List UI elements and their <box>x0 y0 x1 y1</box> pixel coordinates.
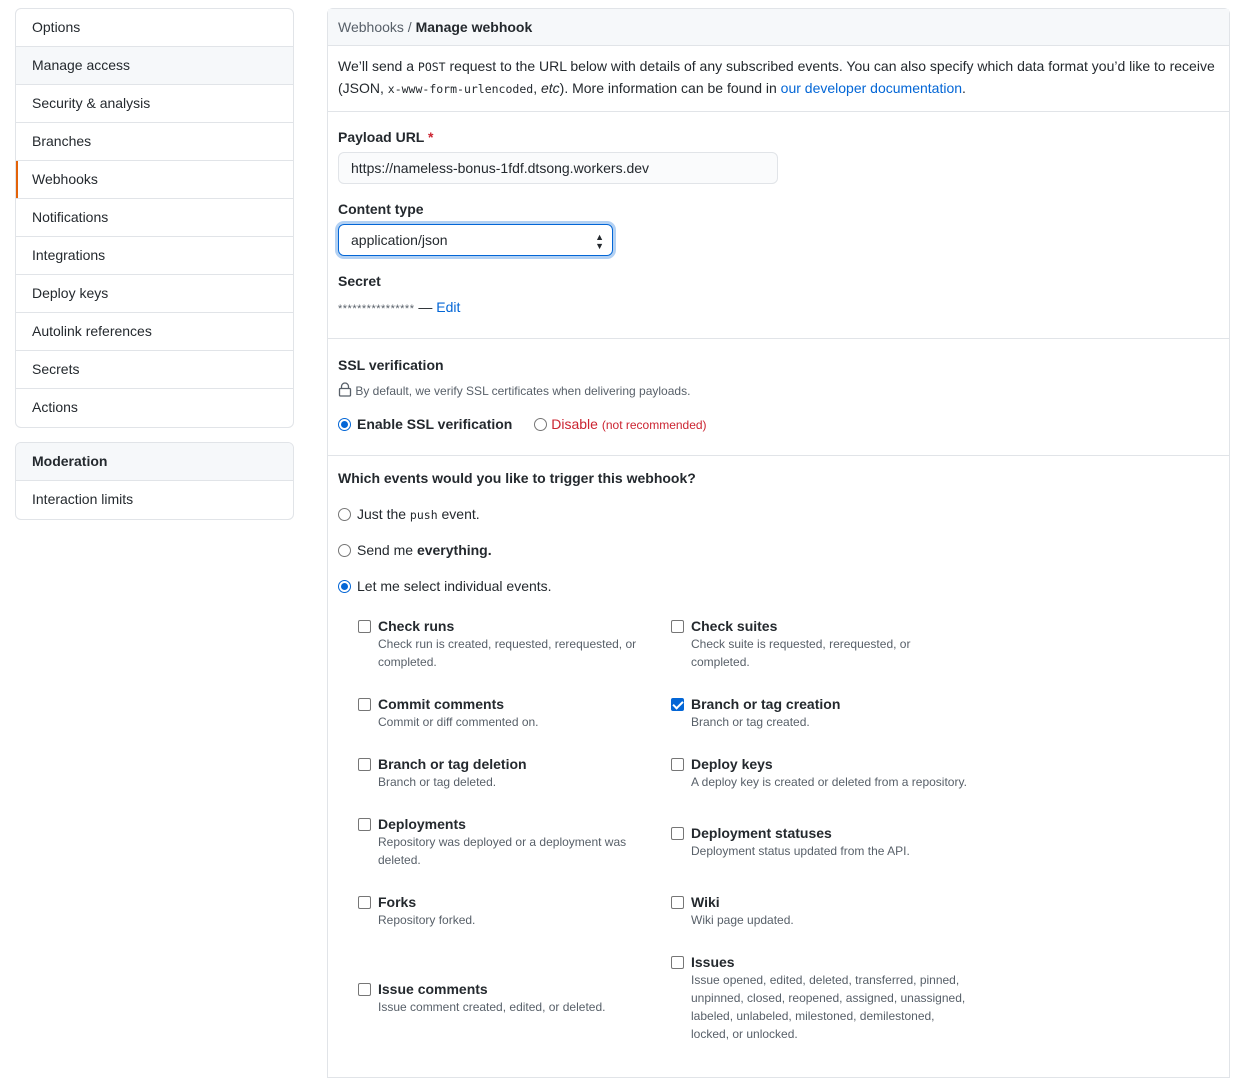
content-type-label: Content type <box>338 201 424 217</box>
breadcrumb-separator: / <box>403 19 416 35</box>
sidebar-item-actions[interactable]: Actions <box>32 399 78 415</box>
checkbox[interactable] <box>671 620 684 633</box>
push-code: push <box>409 508 438 522</box>
event-title: Issue comments <box>378 981 488 997</box>
radio-icon <box>338 508 351 521</box>
checkbox[interactable] <box>358 818 371 831</box>
manage-webhook-panel <box>327 8 1230 1078</box>
event-title: Check suites <box>691 618 778 634</box>
content-type-select[interactable] <box>338 224 613 256</box>
page-title: Manage webhook <box>415 19 533 35</box>
event-description: Repository was deployed or a deployment was deleted. <box>378 835 627 867</box>
events-grid <box>358 617 971 1043</box>
developer-docs-link[interactable]: our developer documentation <box>780 80 963 96</box>
event-option[interactable] <box>671 617 971 671</box>
intro-text-2: request to the URL below with details of any subscribed events. You can also specify which data format you’d like to receive (JSON, <box>338 58 1215 96</box>
moderation-sidebar <box>15 442 294 520</box>
event-option[interactable] <box>671 695 971 731</box>
sidebar-item-deploy-keys[interactable]: Deploy keys <box>16 275 293 313</box>
intro-text-1: We’ll send a <box>338 58 418 74</box>
event-description: Commit or diff commented on. <box>378 715 539 729</box>
sidebar-item-autolink-references[interactable]: Autolink references <box>16 313 293 351</box>
payload-url-input[interactable]: https://nameless-bonus-1fdf.dtsong.workers.dev <box>338 152 778 184</box>
event-description: Branch or tag deleted. <box>378 775 497 789</box>
event-description: Wiki page updated. <box>691 913 794 927</box>
event-title: Branch or tag deletion <box>378 756 527 772</box>
intro-text-3: , <box>533 80 541 96</box>
enable-ssl-radio[interactable] <box>338 416 512 432</box>
event-description: Issue comment created, edited, or deleted. <box>378 1000 606 1014</box>
sidebar-item-branches[interactable]: Branches <box>16 123 293 161</box>
event-option[interactable] <box>358 893 671 929</box>
sidebar-item-security-analysis[interactable]: Security & analysis <box>16 85 293 123</box>
checkbox[interactable] <box>671 698 684 711</box>
breadcrumb-webhooks-link[interactable]: Webhooks <box>338 19 404 35</box>
payload-url-label <box>338 129 1219 145</box>
event-title: Forks <box>378 894 417 910</box>
events-everything-radio[interactable] <box>338 542 492 558</box>
checkbox[interactable] <box>671 896 684 909</box>
required-marker: * <box>428 129 434 145</box>
intro-text <box>328 46 1229 112</box>
radio-icon <box>534 418 547 431</box>
checkbox[interactable] <box>358 896 371 909</box>
form-code: x-www-form-urlencoded <box>387 82 534 96</box>
settings-sidebar <box>15 8 294 428</box>
event-title: Deployments <box>378 816 466 832</box>
checkbox[interactable] <box>671 827 684 840</box>
checkbox[interactable] <box>671 956 684 969</box>
radio-icon <box>338 418 351 431</box>
disable-ssl-label: Disable <box>551 416 598 432</box>
content-type-value: application/json <box>351 232 448 248</box>
intro-etc: etc <box>540 80 560 96</box>
event-option[interactable] <box>358 755 671 791</box>
post-code: POST <box>417 60 446 74</box>
intro-text-5: . <box>962 80 966 96</box>
event-description: Repository forked. <box>378 913 476 927</box>
event-option[interactable] <box>358 980 671 1016</box>
opt1-text: Just the <box>357 506 410 522</box>
event-title: Issues <box>691 954 735 970</box>
payload-url-label-text: Payload URL <box>338 129 425 145</box>
event-description: Branch or tag created. <box>691 715 810 729</box>
secret-row <box>338 299 1219 315</box>
select-arrows-icon: ▲ ▼ <box>595 232 604 251</box>
ssl-options <box>338 416 1219 432</box>
event-description: Deployment status updated from the API. <box>691 844 910 858</box>
events-question: Which events would you like to trigger this webhook? <box>338 470 696 486</box>
events-push-only-radio[interactable] <box>338 506 480 522</box>
sidebar-item-integrations[interactable]: Integrations <box>16 237 293 275</box>
event-title: Check runs <box>378 618 455 634</box>
event-option[interactable] <box>671 953 971 1043</box>
sidebar-item-interaction-limits[interactable]: Interaction limits <box>32 491 134 507</box>
breadcrumb <box>328 9 1229 46</box>
ssl-note <box>338 382 1219 398</box>
event-title: Branch or tag creation <box>691 696 841 712</box>
config-section <box>328 112 1229 339</box>
event-option[interactable] <box>671 755 971 791</box>
sidebar-item-secrets[interactable]: Secrets <box>16 351 293 389</box>
event-description: Issue opened, edited, deleted, transferred, pinned, unpinned, closed, reopened, assigned, unassigned, labeled, unlabeled, milestoned, demilestoned, locked, or unlocked. <box>691 973 966 1041</box>
event-title: Wiki <box>691 894 720 910</box>
checkbox[interactable] <box>358 620 371 633</box>
radio-icon <box>338 544 351 557</box>
event-option[interactable] <box>671 893 971 929</box>
checkbox[interactable] <box>358 758 371 771</box>
event-title: Deployment statuses <box>691 825 832 841</box>
sidebar-item-options[interactable]: Options <box>16 9 293 47</box>
enable-ssl-label: Enable SSL verification <box>357 416 513 432</box>
sidebar-item-notifications[interactable]: Notifications <box>16 199 293 237</box>
moderation-heading: Moderation <box>16 443 293 481</box>
ssl-note-text: By default, we verify SSL certificates when delivering payloads. <box>355 384 691 398</box>
event-option[interactable] <box>358 815 671 869</box>
radio-icon <box>338 580 351 593</box>
opt2-bold: everything. <box>416 542 492 558</box>
opt3-text: Let me select individual events. <box>357 578 552 594</box>
disable-ssl-note: (not recommended) <box>601 418 707 432</box>
sidebar-item-manage-access[interactable]: Manage access <box>16 47 293 85</box>
ssl-label: SSL verification <box>338 357 444 373</box>
opt1-text-end: event. <box>437 506 480 522</box>
events-individual-radio[interactable] <box>338 578 552 594</box>
event-option[interactable] <box>358 617 671 671</box>
event-option[interactable] <box>671 824 971 860</box>
checkbox[interactable] <box>671 758 684 771</box>
event-description: Check run is created, requested, rerequested, or completed. <box>378 637 637 669</box>
lock-icon <box>338 382 352 397</box>
disable-ssl-radio[interactable] <box>534 416 706 432</box>
event-description: A deploy key is created or deleted from a repository. <box>691 775 967 789</box>
secret-dash: — <box>414 299 437 315</box>
edit-secret-link[interactable]: Edit <box>436 299 461 315</box>
sidebar-item-webhooks[interactable]: Webhooks <box>16 161 293 199</box>
opt2-text: Send me <box>357 542 417 558</box>
intro-text-4: ). More information can be found in <box>559 80 781 96</box>
ssl-section <box>328 339 1229 456</box>
secret-label: Secret <box>338 273 381 289</box>
event-description: Check suite is requested, rerequested, or completed. <box>691 637 911 669</box>
checkbox[interactable] <box>358 983 371 996</box>
checkbox[interactable] <box>358 698 371 711</box>
event-option[interactable] <box>358 695 671 731</box>
event-title: Commit comments <box>378 696 505 712</box>
secret-masked: **************** <box>338 303 415 315</box>
event-title: Deploy keys <box>691 756 773 772</box>
